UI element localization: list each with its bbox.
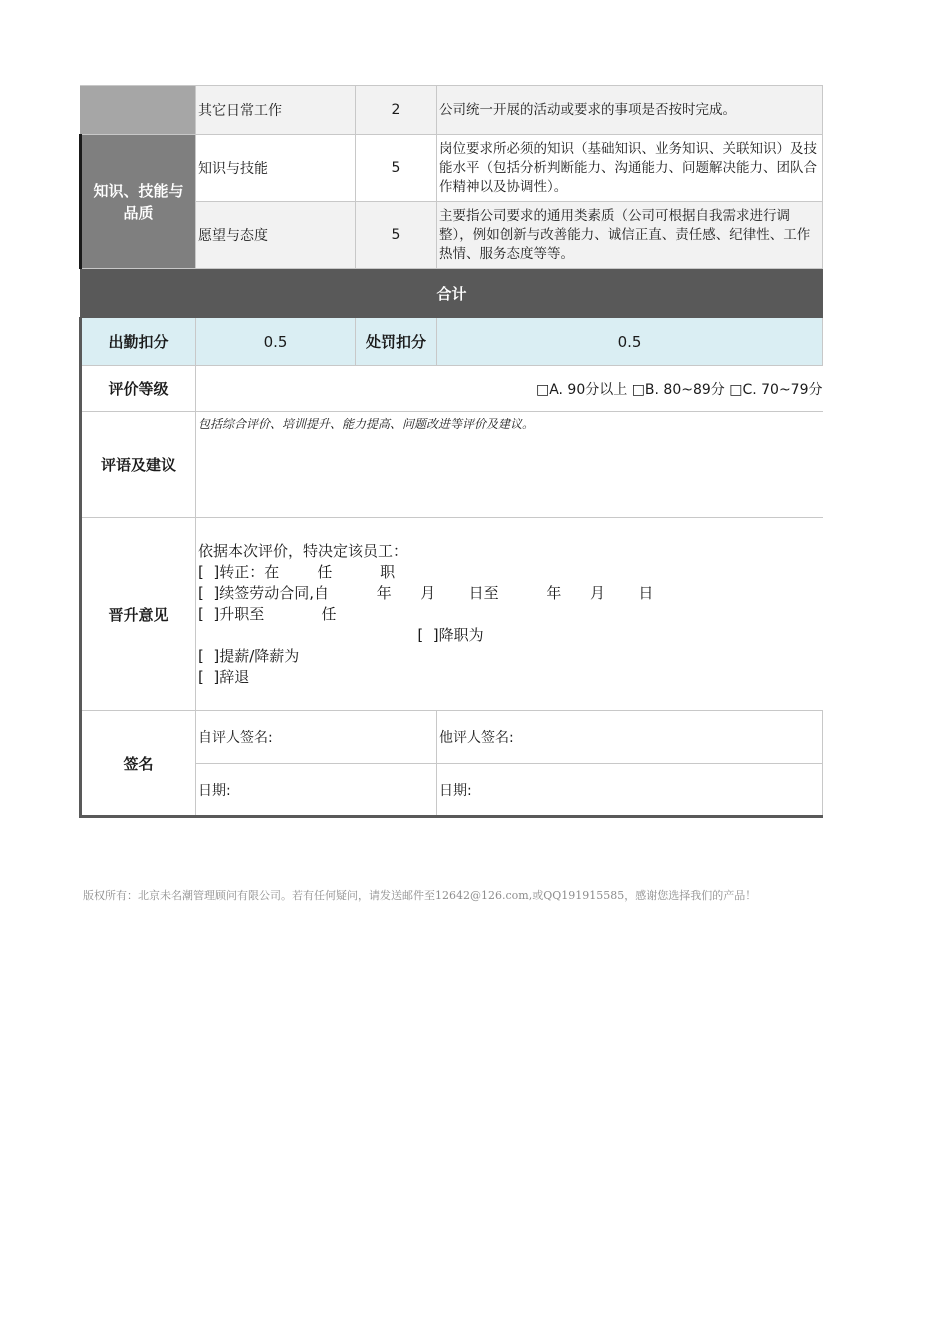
promotion-label: 晋升意见	[81, 518, 196, 711]
promotion-field[interactable]	[196, 518, 823, 711]
attendance-row	[81, 318, 823, 366]
total-label: 合计	[81, 269, 823, 318]
item-score: 2	[356, 86, 437, 135]
item-description: 公司统一开展的活动或要求的事项是否按时完成。	[437, 86, 823, 135]
category-cell-empty	[81, 86, 196, 135]
item-name: 其它日常工作	[196, 86, 356, 135]
total-row	[81, 269, 823, 318]
item-name: 知识与技能	[196, 135, 356, 202]
evaluation-form	[79, 85, 821, 818]
promotion-line: 依据本次评价，特决定该员工：	[198, 541, 409, 560]
promotion-line: [ ]辞退	[198, 667, 250, 686]
table-row	[81, 135, 823, 202]
item-description: 岗位要求所必须的知识（基础知识、业务知识、关联知识）及技能水平（包括分析判断能力、沟通能力、问题解决能力、团队合作精神以及协调性）。	[437, 135, 823, 202]
promotion-line: [ ]转正：在 任 职	[198, 562, 396, 581]
promotion-line: [ ]升职至 任	[198, 604, 337, 623]
comments-label: 评语及建议	[81, 412, 196, 518]
item-description: 主要指公司要求的通用类素质（公司可根据自我需求进行调整），例如创新与改善能力、诚信正直、责任感、纪律性、工作热情、服务态度等等。	[437, 202, 823, 269]
promotion-line: [ ]降职为	[198, 625, 484, 644]
self-date-field[interactable]: 日期:	[196, 764, 437, 817]
other-date-field[interactable]: 日期:	[437, 764, 823, 817]
attendance-label: 出勤扣分	[81, 318, 196, 366]
promotion-row	[81, 518, 823, 711]
attendance-value[interactable]: 0.5	[196, 318, 356, 366]
item-score: 5	[356, 135, 437, 202]
rating-label: 评价等级	[81, 366, 196, 412]
penalty-label: 处罚扣分	[356, 318, 437, 366]
category-knowledge-label: 知识、技能与品质	[93, 181, 184, 222]
evaluation-table	[79, 85, 823, 818]
signature-label: 签名	[81, 711, 196, 817]
table-row	[81, 86, 823, 135]
rating-options[interactable]: □A. 90分以上 □B. 80~89分 □C. 70~79分	[196, 366, 823, 412]
comments-field[interactable]	[196, 412, 823, 518]
item-score: 5	[356, 202, 437, 269]
copyright-footer: 版权所有：北京未名潮管理顾问有限公司。若有任何疑问，请发送邮件至12642@126.com,或QQ191915585，感谢您选择我们的产品！	[83, 889, 757, 902]
promotion-line: [ ]提薪/降薪为	[198, 646, 300, 665]
rating-row	[81, 366, 823, 412]
self-signature-field[interactable]: 自评人签名:	[196, 711, 437, 764]
comments-row	[81, 412, 823, 518]
penalty-value[interactable]: 0.5	[437, 318, 823, 366]
item-name: 愿望与态度	[196, 202, 356, 269]
promotion-line: [ ]续签劳动合同,自 年 月 日至 年 月 日	[198, 583, 654, 602]
comments-hint: 包括综合评价、培训提升、能力提高、问题改进等评价及建议。	[198, 417, 535, 431]
category-knowledge	[81, 135, 196, 269]
other-signature-field[interactable]: 他评人签名:	[437, 711, 823, 764]
signature-row	[81, 711, 823, 764]
